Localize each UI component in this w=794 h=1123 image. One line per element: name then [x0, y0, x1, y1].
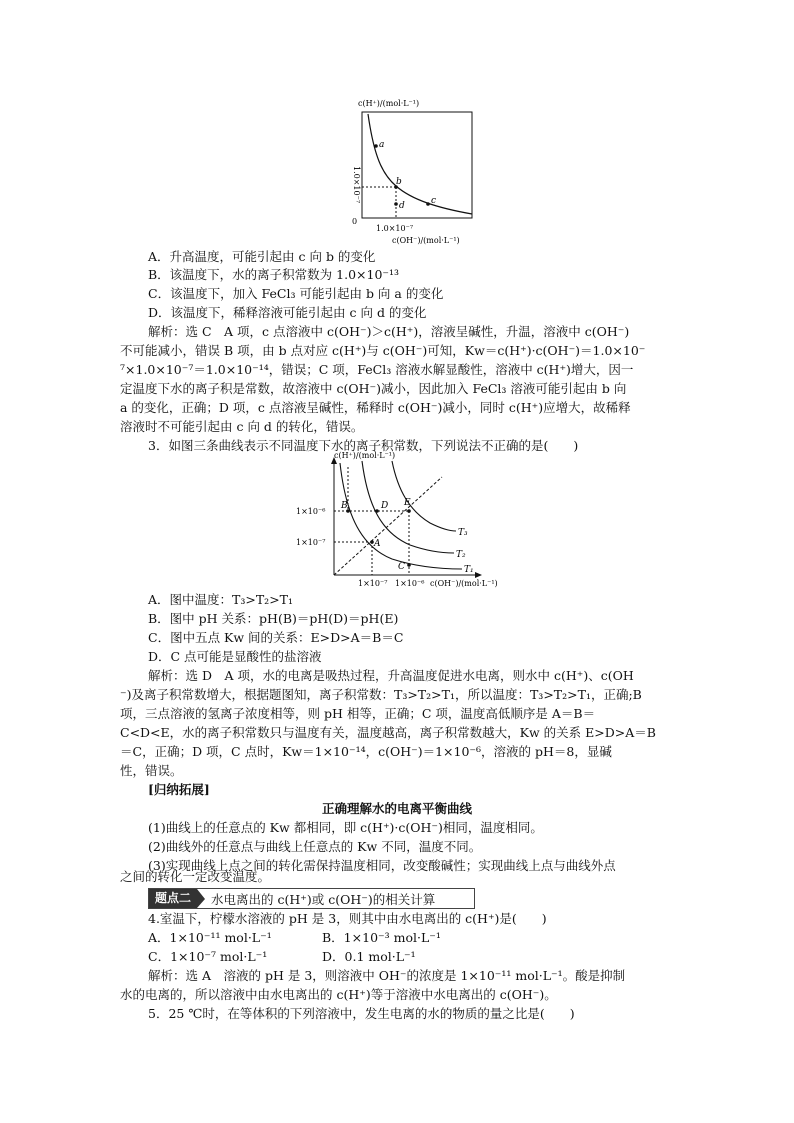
- fig2-label-c: C: [398, 562, 405, 572]
- fig2-label-t1: T₁: [464, 565, 474, 575]
- fig1-x-tick: 1.0×10⁻⁷: [376, 224, 414, 233]
- q4-option-b: B．1×10⁻³ mol·L⁻¹: [322, 930, 441, 945]
- q2-analysis-line: ⁷×1.0×10⁻⁷＝1.0×10⁻¹⁴，错误；C 项，FeCl₃ 溶液水解显酸性，溶液中 c(H⁺)增大，因一: [120, 362, 634, 377]
- fig2-label-b: B: [341, 501, 348, 511]
- fig2-y-tick1: 1×10⁻⁶: [296, 507, 326, 516]
- fig2-label-a: A: [374, 539, 381, 549]
- q3-analysis-line: ⁻)及离子积常数增大，根据题图知，离子积常数：T₃>T₂>T₁，所以温度：T₃>T₂>T₁，正确;B: [120, 687, 642, 702]
- summary-tag: [归纳拓展]: [148, 782, 210, 797]
- section-banner: [148, 888, 475, 909]
- q2-analysis-line: a 的变化，正确；D 项，c 点溶液呈碱性，稀释时 c(OH⁻)减小，同时 c(H⁺)应增大，故稀释: [120, 400, 631, 415]
- q2-option-b: B．该温度下，水的离子积常数为 1.0×10⁻¹³: [148, 267, 400, 282]
- q3-analysis-line: ＝C，正确；D 项，C 点时，Kw＝1×10⁻¹⁴，c(OH⁻)＝1×10⁻⁶，溶液的 pH＝8，显碱: [120, 744, 612, 759]
- q3-option-a: A．图中温度：T₃>T₂>T₁: [148, 592, 294, 607]
- figure-2-temperature-curves: [292, 447, 532, 592]
- fig1-point-d: [394, 202, 398, 206]
- fig1-frame: [362, 112, 472, 218]
- section-tag-arrow: [197, 889, 205, 908]
- q3-option-d: D．C 点可能是显酸性的盐溶液: [148, 649, 322, 664]
- summary-item: (1)曲线上的任意点的 Kw 都相同，即 c(H⁺)·c(OH⁻)相同，温度相同。: [148, 820, 543, 835]
- fig2-point-e: [407, 509, 411, 513]
- fig2-x-tick1: 1×10⁻⁷: [358, 579, 388, 588]
- q2-option-c: C．该温度下，加入 FeCl₃ 可能引起由 b 向 a 的变化: [148, 286, 444, 301]
- fig2-label-d: D: [381, 501, 389, 511]
- fig1-ylabel: c(H⁺)/(mol·L⁻¹): [358, 99, 420, 108]
- q3-analysis-line: 项，三点溶液的氢离子浓度相等，则 pH 相等，正确；C 项，温度高低顺序是 A＝B＝: [120, 706, 596, 721]
- fig2-x-arrow: [475, 572, 482, 578]
- fig1-xlabel: c(OH⁻)/(mol·L⁻¹): [392, 236, 460, 245]
- q3-analysis-line: C<D<E，水的离子积常数只与温度有关，温度越高，离子积常数越大，Kw 的关系 E>D>A＝B: [120, 725, 656, 740]
- q2-option-a: A．升高温度，可能引起由 c 向 b 的变化: [148, 249, 376, 264]
- q3-stem: 3．如图三条曲线表示不同温度下水的离子积常数，下列说法不正确的是( ): [148, 438, 579, 453]
- q3-option-c: C．图中五点 Kw 间的关系：E>D>A＝B＝C: [148, 630, 404, 645]
- fig1-label-a: a: [379, 140, 385, 150]
- section-tag: 题点二: [149, 889, 197, 908]
- fig1-y-tick: 1.0×10⁻⁷: [352, 166, 361, 204]
- q3-analysis-line: 解析：选 D A 项，水的电离是吸热过程，升高温度促进水电离，则水中 c(H⁺)、c(OH: [148, 668, 634, 683]
- fig2-xlabel: c(OH⁻)/(mol·L⁻¹): [430, 579, 498, 588]
- q3-analysis-line: 性，错误。: [120, 763, 183, 778]
- fig1-origin: 0: [352, 217, 358, 226]
- summary-title: 正确理解水的电离平衡曲线: [321, 801, 472, 816]
- summary-item-continued: 之间的转化一定改变温度。: [120, 869, 271, 884]
- fig1-label-c: c: [431, 196, 437, 206]
- q4-analysis-line: 解析：选 A 溶液的 pH 是 3，则溶液中 OH⁻的浓度是 1×10⁻¹¹ mol·L⁻¹。酸是抑制: [148, 968, 626, 983]
- fig2-x-tick2: 1×10⁻⁶: [395, 579, 425, 588]
- q4-stem: 4.室温下，柠檬水溶液的 pH 是 3，则其中由水电离出的 c(H⁺)是( ): [148, 911, 547, 926]
- q2-analysis-line: 定温度下水的离子积是常数，故溶液中 c(OH⁻)减小，因此加入 FeCl₃ 溶液可能引起由 b 向: [120, 381, 627, 396]
- fig1-point-a: [374, 144, 378, 148]
- fig2-label-e: E: [404, 498, 411, 508]
- fig2-diagonal: [334, 477, 442, 575]
- fig2-y-tick2: 1×10⁻⁷: [296, 538, 326, 547]
- q3-option-b: B．图中 pH 关系：pH(B)＝pH(D)＝pH(E): [148, 611, 399, 626]
- fig1-label-d: d: [399, 201, 405, 211]
- fig2-label-t3: T₃: [458, 528, 468, 538]
- q4-option-d: D．0.1 mol·L⁻¹: [322, 949, 416, 964]
- q2-analysis-line: 不可能减小，错误 B 项，由 b 点对应 c(H⁺)与 c(OH⁻)可知，Kw＝c(H⁺)·c(OH⁻)＝1.0×10⁻: [120, 343, 646, 358]
- figure-1-equilibrium-curve: [330, 96, 500, 248]
- q2-analysis-line: 解析：选 C A 项，c 点溶液中 c(OH⁻)＞c(H⁺)，溶液呈碱性，升温，溶液中 c(OH⁻): [148, 324, 630, 339]
- fig1-curve: [368, 114, 472, 214]
- summary-item: (2)曲线外的任意点与曲线上任意点的 Kw 不同，温度不同。: [148, 839, 482, 854]
- fig1-label-b: b: [396, 177, 402, 187]
- fig2-label-t2: T₂: [456, 550, 466, 560]
- fig2-ylabel: c(H⁺)/(mol·L⁻¹): [334, 451, 396, 460]
- q4-analysis-line: 水的电离的，所以溶液中由水电离出的 c(H⁺)等于溶液中水电离出的 c(OH⁻)。: [120, 987, 557, 1002]
- fig2-curve-t3: [392, 461, 456, 531]
- summary-item: (3)实现曲线上点之间的转化需保持温度相同，改变酸碱性；实现曲线上点与曲线外点: [148, 858, 616, 873]
- q5-stem: 5．25 ℃时，在等体积的下列溶液中，发生电离的水的物质的量之比是( ): [148, 1006, 575, 1021]
- fig2-point-c: [407, 563, 411, 567]
- q4-option-c: C．1×10⁻⁷ mol·L⁻¹: [148, 949, 268, 964]
- fig1-point-c: [426, 202, 430, 206]
- fig2-point-d: [375, 509, 379, 513]
- section-title: 水电离出的 c(H⁺)或 c(OH⁻)的相关计算: [211, 891, 436, 907]
- q2-analysis-line: 溶液时不可能引起由 c 向 d 的转化，错误。: [120, 419, 364, 434]
- q2-option-d: D．该温度下，稀释溶液可能引起由 c 向 d 的变化: [148, 305, 427, 320]
- q4-option-a: A．1×10⁻¹¹ mol·L⁻¹: [148, 930, 272, 945]
